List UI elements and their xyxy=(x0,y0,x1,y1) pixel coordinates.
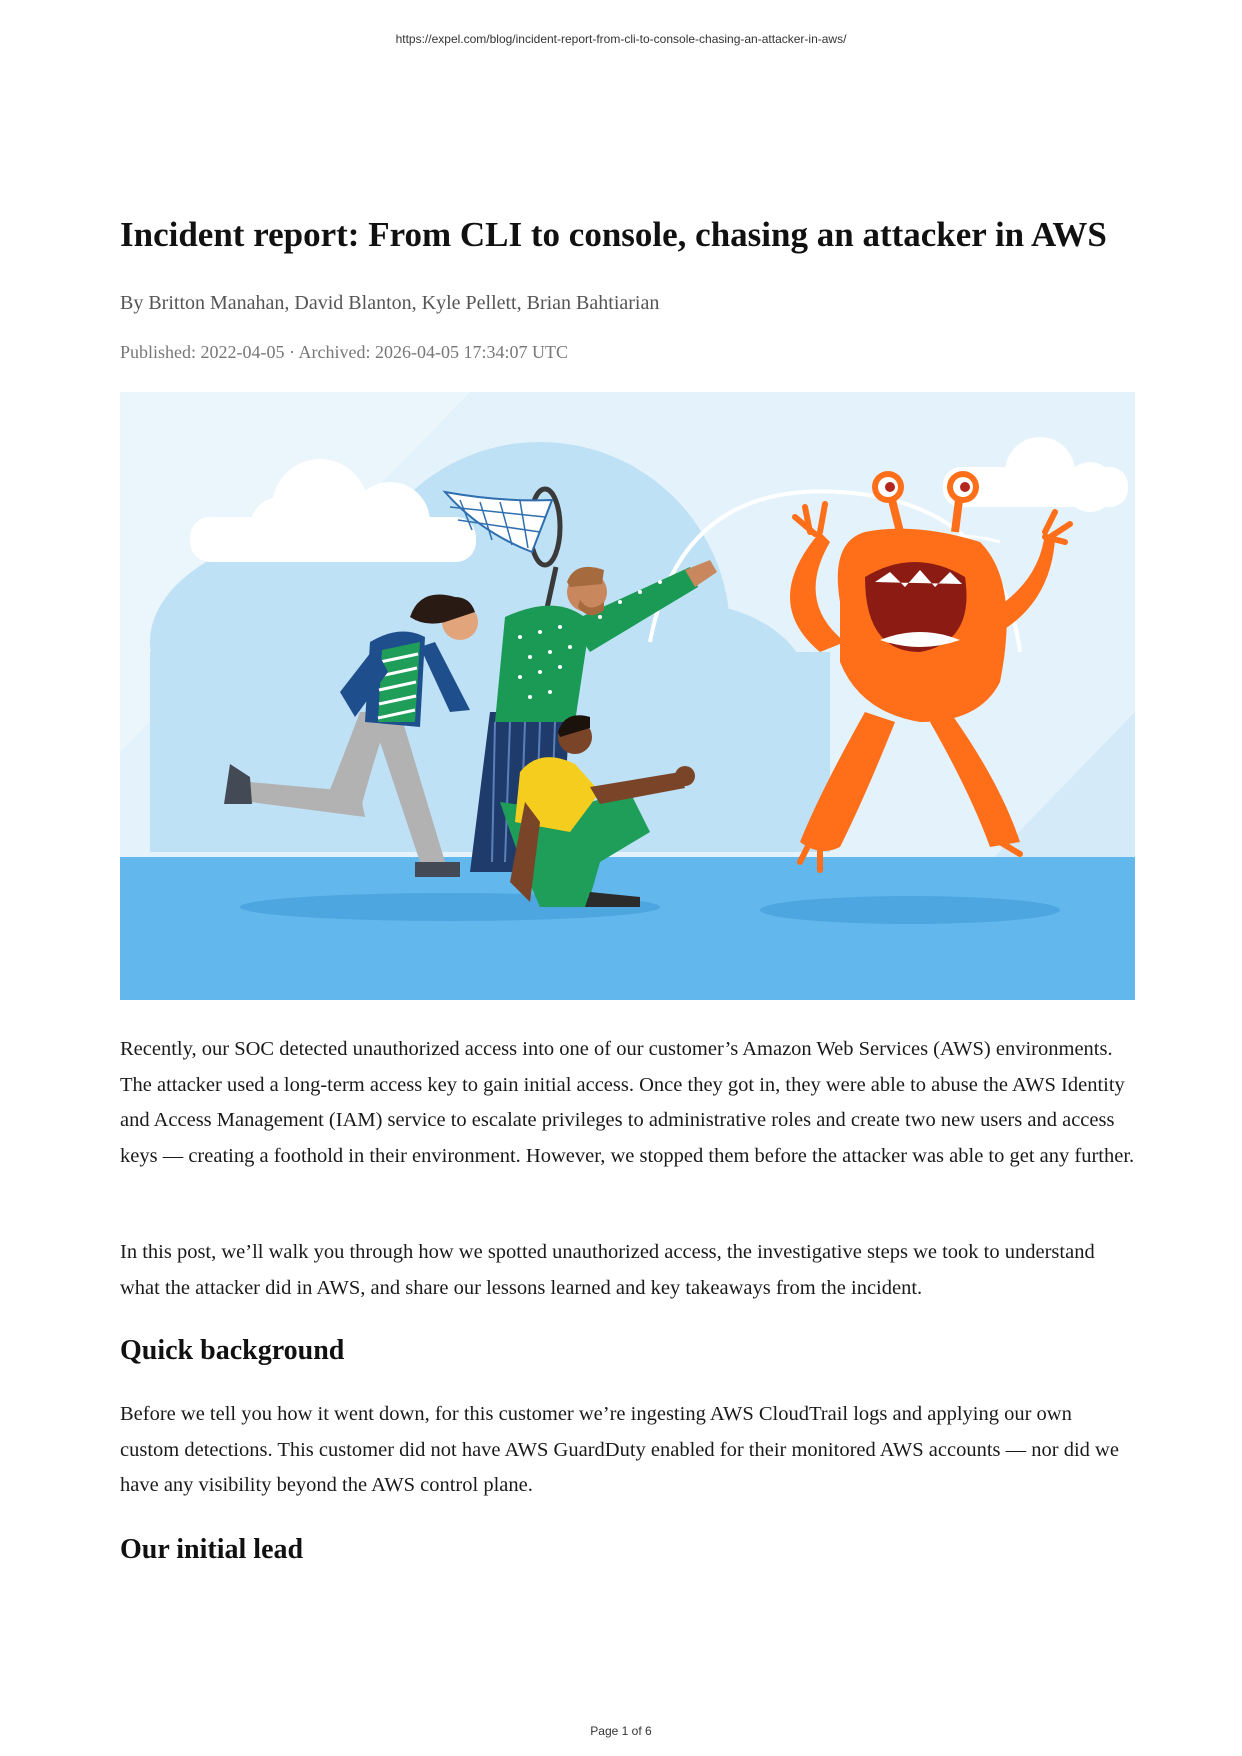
section-paragraph-quick-background: Before we tell you how it went down, for this customer we’re ingesting AWS CloudTrail logs and applying our own custom detections. This customer did not have AWS GuardDuty enabled for their monitored AWS accounts — nor did we have any visibility beyond the AWS control plane. xyxy=(120,1403,1119,1496)
article-paragraph-1: Recently, our SOC detected unauthorized access into one of our customer’s Amazon Web Services (AWS) environments. The attacker used a long-term access key to gain initial access. Once they got in, they were able to abuse the AWS Identity and Access Management (IAM) service to escalate privileges to administrative roles and create two new users and access keys — creating a foothold in their environment. However, we stopped them before the attacker was able to get any further. xyxy=(120,1038,1135,1167)
section-heading-quick-background: Quick background xyxy=(120,1335,345,1366)
hero-illustration xyxy=(120,392,1135,1000)
article-publish-meta: Published: 2022-04-05 · Archived: 2026-04-05 17:34:07 UTC xyxy=(120,342,568,362)
article-title: Incident report: From CLI to console, chasing an attacker in AWS xyxy=(120,215,1107,254)
article-byline: By Britton Manahan, David Blanton, Kyle Pellett, Brian Bahtiarian xyxy=(120,292,660,314)
page-url: https://expel.com/blog/incident-report-from-cli-to-console-chasing-an-attacker-in-aws/ xyxy=(395,32,847,46)
page-footer: Page 1 of 6 xyxy=(590,1724,652,1738)
section-heading-initial-lead: Our initial lead xyxy=(120,1534,304,1565)
article-paragraph-2: In this post, we’ll walk you through how we spotted unauthorized access, the investigative steps we took to understand what the attacker did in AWS, and share our lessons learned and key takeaways from the incident. xyxy=(120,1241,1095,1299)
